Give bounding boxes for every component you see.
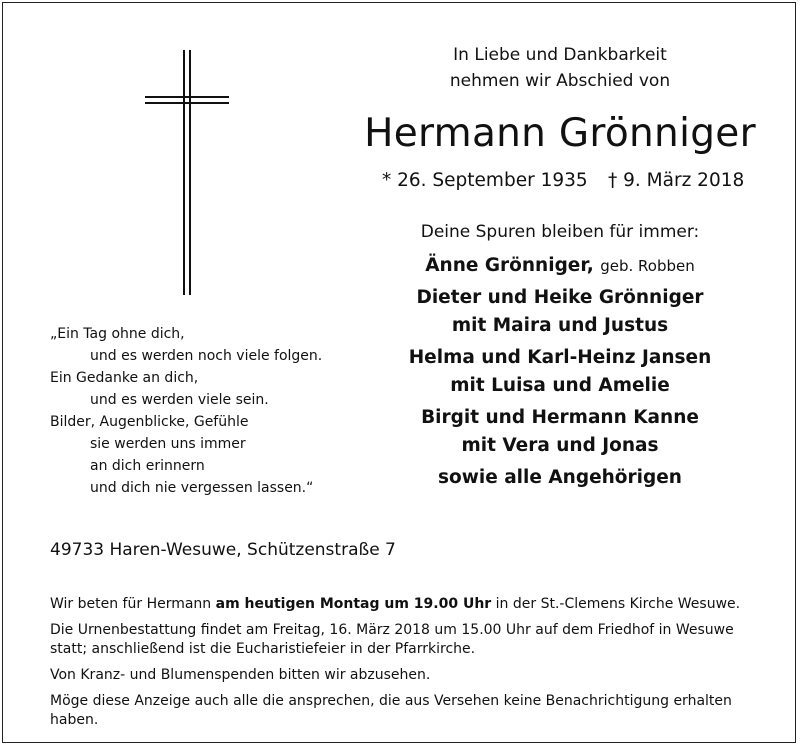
death-date [608,170,744,191]
poem-line: und es werden viele sein. [90,392,269,408]
notes-burial: Die Urnenbestattung findet am Freitag, 16. März 2018 um 15.00 Uhr auf dem Friedhof in Wesuwe statt; anschließend ist die Eucharistiefeier in der Pfarrkirche. [50,622,734,657]
poem-line: und es werden noch viele folgen. [90,348,323,364]
mourner-family-1: Dieter und Heike Grönniger [416,287,704,308]
notes-prayer-pre: Wir beten für Hermann [50,596,216,612]
mourner-widow [355,252,765,280]
notes-prayer-post: in der St.-Clemens Kirche Wesuwe. [491,596,741,612]
widow-name: Änne Grönniger, [425,255,594,276]
poem-line: sie werden uns immer [90,436,246,452]
poem [50,323,322,499]
poem-line: an dich erinnern [90,458,205,474]
mourner-all-relatives: sowie alle Angehörigen [438,467,682,488]
notes-prayer-time: am heutigen Montag um 19.00 Uhr [215,596,492,612]
address: 49733 Haren-Wesuwe, Schützenstraße 7 [50,540,396,560]
intro-line-1: In Liebe und Dankbarkeit [453,45,667,65]
mourner-family-2: Helma und Karl-Heinz Jansen [408,347,712,368]
notes-apology: Möge diese Anzeige auch alle die ansprechen, die aus Versehen keine Benachrichtigung erhalten haben. [50,693,732,728]
poem-line: und dich nie vergessen lassen.“ [90,480,314,496]
widow-nee: geb. Robben [600,257,695,275]
birth-date: * 26. September 1935 [382,170,588,191]
mourner-family-1-children: mit Maira und Justus [451,315,669,336]
mourner-family-2-children: mit Luisa und Amelie [450,375,670,396]
poem-line: „Ein Tag ohne dich, [50,326,185,342]
intro-text [370,42,750,94]
intro-line-2: nehmen wir Abschied von [449,71,671,91]
poem-line: Bilder, Augenblicke, Gefühle [50,414,249,430]
mourner-family-3: Birgit und Hermann Kanne [421,407,699,428]
poem-line: Ein Gedanke an dich, [50,370,199,386]
death-cross-symbol: † [608,170,618,191]
cross-icon [145,50,235,300]
death-date-text: 9. März 2018 [623,170,745,191]
notes-prayer [50,595,760,614]
notes-flowers: Von Kranz- und Blumenspenden bitten wir abzusehen. [50,667,431,683]
spuren-line: Deine Spuren bleiben für immer: [420,222,700,242]
notes [50,595,760,737]
deceased-name: Hermann Grönniger [364,111,756,156]
mourners-list [355,252,765,492]
mourner-family-3-children: mit Vera und Jonas [461,435,659,456]
